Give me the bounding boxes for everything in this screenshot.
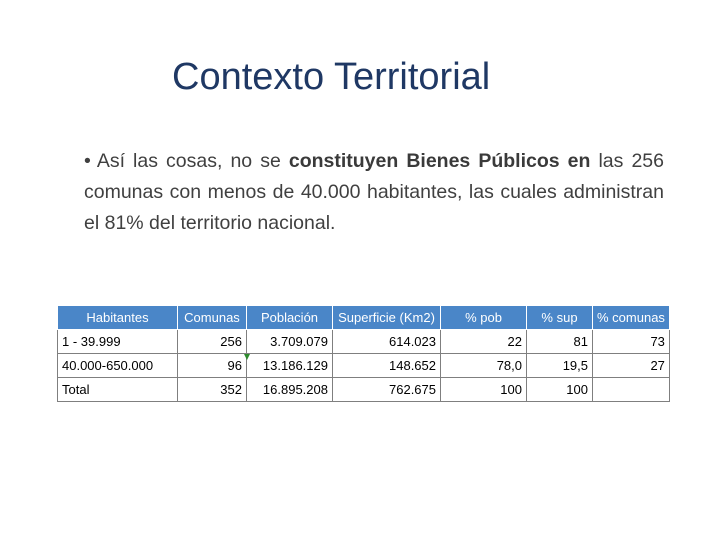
table-cell: 256 bbox=[178, 330, 247, 354]
table-row bbox=[58, 354, 670, 378]
bullet-paragraph bbox=[84, 146, 664, 239]
table-cell: 73 bbox=[593, 330, 670, 354]
slide-title: Contexto Territorial bbox=[172, 56, 491, 98]
data-table bbox=[57, 305, 670, 402]
table-cell: 13.186.129 bbox=[247, 354, 333, 378]
cell-error-indicator-icon bbox=[244, 354, 250, 360]
table-cell: 352 bbox=[178, 378, 247, 402]
table-row bbox=[58, 330, 670, 354]
table-cell: Total bbox=[58, 378, 178, 402]
header-pct-comunas: % comunas bbox=[593, 306, 670, 330]
table-cell: 19,5 bbox=[527, 354, 593, 378]
header-habitantes: Habitantes bbox=[58, 306, 178, 330]
table-cell bbox=[593, 378, 670, 402]
table-cell: 100 bbox=[441, 378, 527, 402]
table-cell: 3.709.079 bbox=[247, 330, 333, 354]
table-cell: 148.652 bbox=[333, 354, 441, 378]
table-cell: 614.023 bbox=[333, 330, 441, 354]
bullet-text-bold: constituyen Bienes Públicos en bbox=[288, 150, 591, 172]
table-cell: 16.895.208 bbox=[247, 378, 333, 402]
header-pct-sup: % sup bbox=[527, 306, 593, 330]
table-cell: 22 bbox=[441, 330, 527, 354]
table-cell: 762.675 bbox=[333, 378, 441, 402]
table-cell: 27 bbox=[593, 354, 670, 378]
header-pct-pob: % pob bbox=[441, 306, 527, 330]
table-cell: 81 bbox=[527, 330, 593, 354]
bullet-text-post: las 256 comunas con menos de 40.000 habitantes, las cuales administran el 81% del territorio nacional. bbox=[84, 150, 664, 234]
table-cell: 100 bbox=[527, 378, 593, 402]
table-cell: 40.000-650.000 bbox=[58, 354, 178, 378]
table-cell: 96 bbox=[178, 354, 247, 378]
table-cell: 78,0 bbox=[441, 354, 527, 378]
table-header-row bbox=[58, 306, 670, 330]
table-cell: 1 - 39.999 bbox=[58, 330, 178, 354]
header-poblacion: Población bbox=[247, 306, 333, 330]
bullet-text-pre: Así las cosas, no se bbox=[96, 150, 289, 172]
table-row bbox=[58, 378, 670, 402]
bullet-marker: • bbox=[84, 150, 91, 172]
header-superficie: Superficie (Km2) bbox=[333, 306, 441, 330]
header-comunas: Comunas bbox=[178, 306, 247, 330]
